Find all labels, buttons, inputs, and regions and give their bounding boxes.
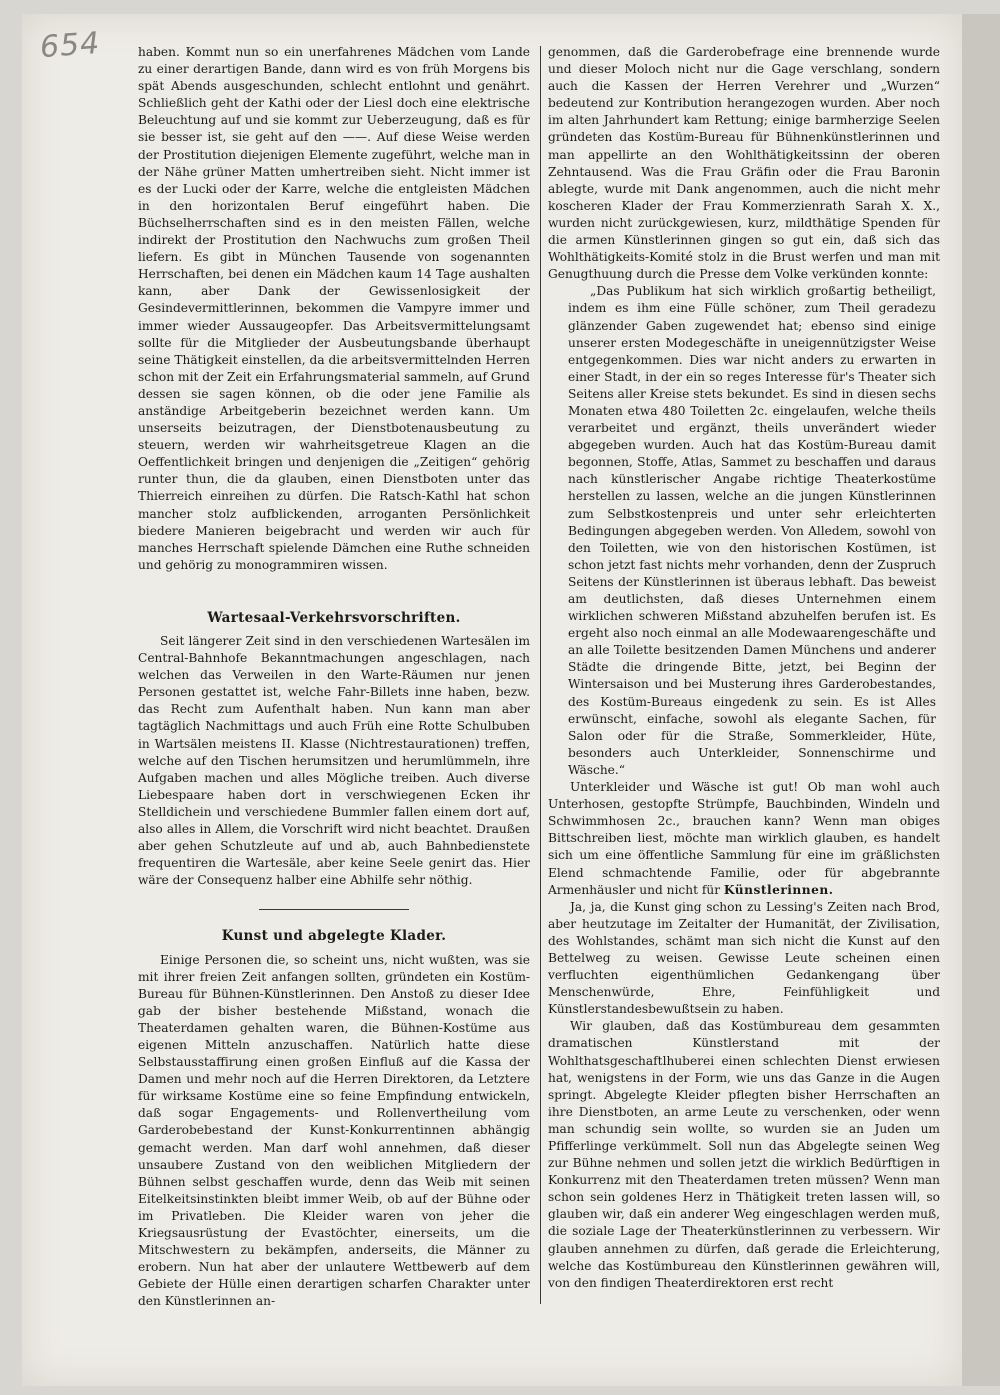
article-separator (259, 909, 409, 910)
article-title-wartesaal: Wartesaal-Verkehrsvorschriften. (207, 609, 461, 626)
right-column (548, 44, 940, 1292)
quoted-appeal: „Das Publikum hat sich wirklich großartig betheiligt, indem es ihm eine Fülle schöner, zum Theil geradezu glänzender Gaben zugewendet hat; ebenso sind einige unserer ersten Modegeschäfte in uneigennützigster Weise entgegenkommen. Dies war nicht anders zu erwarten in einer Stadt, in der ein so reges Interesse für's Theater sich Seitens aller Kreise stets bekundet. Es sind in diesen sechs Monaten etwa 480 Toiletten 2c. eingelaufen, welche theils verarbeitet und ergänzt, theils unverändert wieder abgegeben wurden. Auch hat das Kostüm-Bureau damit begonnen, Stoffe, Atlas, Sammet zu beschaffen und daraus nach künstlerischer Angabe richtige Theaterkostüme herstellen zu lassen, welche an die jungen Künstlerinnen zum Selbstkostenpreis und unter sehr erleichterten Bedingungen abgegeben werden. Von Alledem, sowohl von den Toiletten, wie von den historischen Kostümen, ist schon jetzt fast nichts mehr vorhanden, denn der Zuspruch Seitens der Künstlerinnen ist überaus lebhaft. Das beweist am deutlichsten, daß dieses Unternehmen einem wirklichen schweren Mißstand abzuhelfen berufen ist. Es ergeht also noch einmal an alle Modewaarengeschäfte und an alle Toilette besitzenden Damen Münchens und anderer Städte die dringende Bitte, jetzt, bei Beginn der Wintersaison und bei Musterung ihres Garderobestandes, des Kostüm-Bureaus eingedenk zu sein. Es ist Alles erwünscht, einfache, sowohl als elegante Sachen, für Salon oder für die Straße, Sommerkleider, Hüte, besonders auch Unterkleider, Sonnenschirme und Wäsche.“ (568, 284, 936, 777)
commentary-text: Unterkleider und Wäsche ist gut! Ob man wohl auch Unterhosen, gestopfte Strümpfe, Bauchbinden, Windeln und Schwimmhosen 2c., brauchen kann? Wenn man obiges Bittschreiben liest, möchte man wirklich glauben, es handelt sich um eine öffentliche Sammlung für eine im gräßlichsten Elend schmachtende Familie, oder für abgebrannte Armenhäusler und nicht für (548, 780, 940, 897)
article-body-kunst: Einige Personen die, so scheint uns, nicht wußten, was sie mit ihrer freien Zeit anfangen sollten, gründeten ein Kostüm-Bureau für Bühnen-Künstlerinnen. Den Anstoß zu dieser Idee gab der bisher bestehende Mißstand, wonach die Theaterdamen gehalten waren, die Bühnen-Kostüme aus eigenen Mitteln anzuschaffen. Natürlich hatte diese Selbstausstaffirung einen großen Einfluß auf die Kassa der Damen und mehr noch auf die Herren Direktoren, da Letztere für wirksame Kostüme eine so feine Empfindung entwickeln, daß sogar Engagements- und Rollenvertheilung vom Garderobebestand der Kunst-Konkurrentinnen abhängig gemacht werden. Man darf wohl annehmen, daß dieser unsaubere Zustand von den weiblichen Mitgliedern der Bühnen selbst geschaffen wurde, denn das Weib mit seinen Eitelkeitsinstinkten bleibt immer Weib, ob auf der Bühne oder im Privatleben. Die Kleider waren von jeher die Kriegsausrüstung der Evastöchter, einerseits, um die Mitschwestern zu bekämpfen, anderseits, die Männer zu erobern. Nun hat aber der unlautere Wettbewerb auf dem Gebiete der Hülle einen derartigen scharfen Charakter unter den Künstlerinnen an- (138, 952, 530, 1309)
handwritten-page-number: 654 (38, 25, 102, 66)
lessing-paragraph: Ja, ja, die Kunst ging schon zu Lessing's Zeiten nach Brod, aber heutzutage im Zeitalter der Humanität, der Zivilisation, des Wohlstandes, schämt man sich nicht die Kunst auf den Bettelweg zu weisen. Gewisse Leute scheinen einen verfluchten eigenthümlichen Gedankengang über Menschenwürde, Ehre, Feinfühligkeit und Künstlerstandesbewußtsein zu haben. (548, 899, 940, 1017)
commentary-paragraph (548, 779, 940, 899)
article-title-kunst: Kunst und abgelegte Klader. (221, 928, 447, 945)
continued-paragraph: haben. Kommt nun so ein unerfahrenes Mädchen vom Lande zu einer derartigen Bande, dann wird es von früh Morgens bis spät Abends ausgeschunden, schlecht entlohnt und genährt. Schließlich geht der Kathi oder der Liesl doch eine elektrische Beleuchtung auf und sie kommt zur Ueberzeugung, daß es für sie besser ist, sie geht auf den ——. Auf diese Weise werden der Prostitution diejenigen Elemente zugeführt, welche man in der Nähe grüner Matten umhertreiben sieht. Nicht immer ist es der Lucki oder der Karre, welche die entgleisten Mädchen in den horizontalen Beruf eingeführt haben. Die Büchselherrschaften sind es in den meisten Fällen, welche indirekt der Prostitution den Nachwuchs zum großen Theil liefern. Es gibt in München Tausende von sogenannten Herrschaften, bei denen ein Mädchen kaum 14 Tage aushalten kann, aber Dank der Gewissenlosigkeit der Gesindevermittlerinnen, bekommen die Vampyre immer und immer wieder Aussaugeopfer. Das Arbeitsvermittelungsamt sollte für die Mitglieder der Ausbeutungsbande überhaupt seine Thätigkeit einstellen, da die arbeitsvermittelnden Herren schon mit der Zeit ein Erfahrungsmaterial sammeln, auf Grund dessen sie sagen können, ob die oder jene Familie als anständige Arbeitgeberin bezeichnet werden kann. Um unserseits beizutragen, der Dienstbotenausbeutung zu steuern, werden wir wahrheitsgetreue Klagen an die Oeffentlichkeit bringen und denjenigen die „Zeitigen“ gehörig runter thun, die da glauben, einen Dienstboten unter das Thierreich einreihen zu dürfen. Die Ratsch-Kathl hat schon mancher stolz aufblickenden, arroganten Persönlichkeit biedere Manieren beigebracht und werden wir auch für manches Herrschaft spielende Dämchen eine Ruthe schneiden und gehörig zu monogrammiren wissen. (138, 45, 530, 572)
left-column (138, 44, 530, 1310)
column-divider (540, 46, 541, 1304)
emphasized-word: Künstlerinnen. (723, 882, 834, 897)
article-continuation: genommen, daß die Garderobefrage eine brennende wurde und dieser Moloch nicht nur die Gage verschlang, sondern auch die Kassen der Herren Verehrer und „Wurzen“ bedeutend zur Kontribution herangezogen wurden. Aber noch im alten Jahrhundert kam Rettung; einige barmherzige Seelen gründeten das Kostüm-Bureau für Bühnenkünstlerinnen und man appellirte an den Wohlthätigkeitssinn der oberen Zehntausend. Was die Frau Gräfin oder die Frau Baronin ablegte, wurde mit Dank angenommen, auch die nicht mehr koscheren Klader der Frau Kommerzienrath Sarah X. X., wurden nicht zurückgewiesen, kurz, mildthätige Spenden für die armen Künstlerinnen gingen so gut ein, daß sich das Wohlthätigkeits-Komité stolz in die Brust werfen und man mit Genugthuung durch die Presse dem Volke verkünden konnte: (548, 45, 940, 282)
article-body-wartesaal: Seit längerer Zeit sind in den verschiedenen Wartesälen im Central-Bahnhofe Bekanntmachungen angeschlagen, nach welchen das Verweilen in den Warte-Räumen nur jenen Personen gestattet ist, welche Fahr-Billets inne haben, bezw. das Recht zum Aufenthalt haben. Nun kann man aber tagtäglich Nachmittags und auch Früh eine Rotte Schulbuben in Wartsälen meistens II. Klasse (Nichtrestaurationen) treffen, welche auf den Tischen herumsitzen und herumlümmeln, ihre Aufgaben machen und alles Mögliche treiben. Auch diverse Liebespaare haben dort in verschwiegenen Ecken ihr Stelldichein und verschiedene Bummler fallen einem dort auf, also alles in Allem, die Vorschrift wird nicht beachtet. Draußen aber gehen Schutzleute auf und ab, auch Bahnbedienstete frequentiren die Wartesäle, aber keine Seele genirt das. Hier wäre der Consequenz halber eine Abhilfe sehr nöthig. (138, 634, 530, 888)
conclusion-paragraph: Wir glauben, daß das Kostümbureau dem gesammten dramatischen Künstlerstand mit der Wohlthatsgeschaftlhuberei einen schlechten Dienst erwiesen hat, wenigstens in der Form, wie uns das Ganze in die Augen springt. Abgelegte Kleider pflegten bisher Herrschaften an ihre Dienstboten, an arme Leute zu verschenken, oder wenn man schundig sein wollte, so wurden sie an Juden um Pfifferlinge verkümmelt. Soll nun das Abgelegte seinen Weg zur Bühne nehmen und sollen jetzt die wirklich Bedürftigen in Konkurrenz mit den Theaterdamen treten müssen? Wenn man schon sein goldenes Herz in Thätigkeit treten lassen will, so glauben wir, daß ein anderer Weg eingeschlagen werden muß, die soziale Lage der Theaterkünstlerinnen zu verbessern. Wir glauben annehmen zu dürfen, daß gerade die Erleichterung, welche das Kostümbureau den Künstlerinnen gewähren will, von den findigen Theaterdirektoren erst recht (548, 1019, 940, 1290)
scan-edge (962, 14, 1000, 1386)
